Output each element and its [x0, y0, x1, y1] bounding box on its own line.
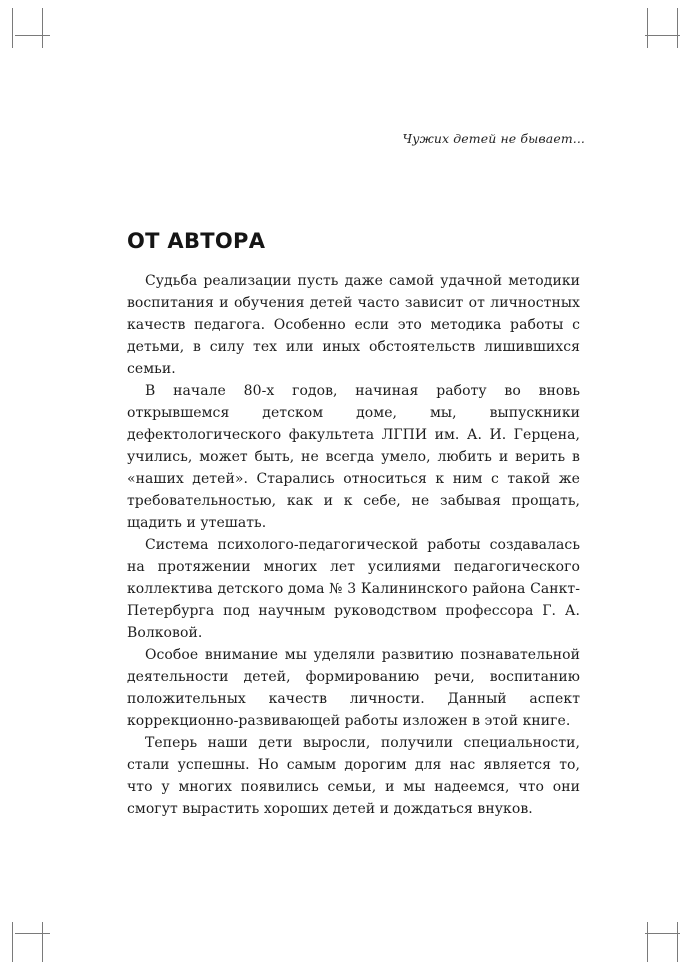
paragraph: Система психолого-педагогической работы создавалась на протяжении многих лет усилиями педагогического коллектива детского дома № 3 Калининского района Санкт-Петербурга под научным руководством профессора Г. А. Волковой.: [127, 537, 580, 641]
crop-mark: [42, 8, 43, 48]
crop-mark: [12, 8, 13, 48]
paragraph: В начале 80-х годов, начиная работу во вновь открывшемся детском доме, мы, выпускники дефектологического факультета ЛГПИ им. А. И. Герцена, учились, может быть, не всегда умело, любить и верить в «наших детей». Старались относиться к ним с такой же требовательностью, как и к себе, не забывая прощать, щадить и утешать.: [127, 383, 580, 531]
page-heading: ОТ АВТОРА: [127, 229, 266, 253]
crop-mark: [15, 35, 50, 36]
crop-mark: [645, 35, 680, 36]
crop-mark: [15, 933, 50, 934]
body-text: [127, 270, 580, 820]
crop-mark: [677, 922, 678, 962]
crop-mark: [12, 922, 13, 962]
crop-mark: [647, 922, 648, 962]
paragraph: Особое внимание мы уделяли развитию познавательной деятельности детей, формированию речи, воспитанию положительных качеств личности. Данный аспект коррекционно-развивающей работы изложен в этой книге.: [127, 647, 580, 729]
paragraph: Судьба реализации пусть даже самой удачной методики воспитания и обучения детей часто зависит от личностных качеств педагога. Особенно если это методика работы с детьми, в силу тех или иных обстоятельств лишившихся семьи.: [127, 273, 580, 377]
running-head: Чужих детей не бывает...: [402, 131, 585, 146]
crop-mark: [645, 933, 680, 934]
paragraph: Теперь наши дети выросли, получили специальности, стали успешны. Но самым дорогим для нас является то, что у многих появились семьи, и мы надеемся, что они смогут вырастить хороших детей и дождаться внуков.: [127, 735, 580, 817]
crop-mark: [647, 8, 648, 48]
crop-mark: [42, 922, 43, 962]
crop-mark: [677, 8, 678, 48]
